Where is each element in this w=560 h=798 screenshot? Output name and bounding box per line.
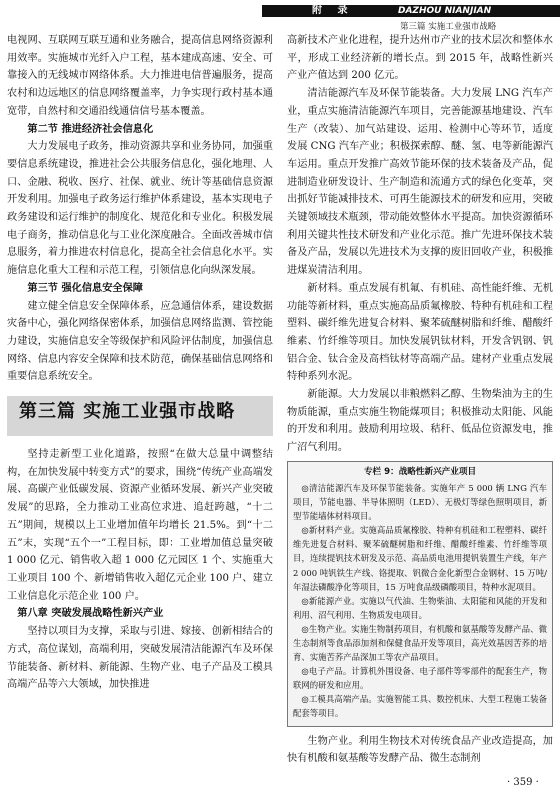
project-sidebar-box [287,461,553,727]
box-title: 专栏 9：战略性新兴产业项目 [363,466,477,477]
paragraph: 坚持以项目为支撑，采取与引进、嫁接、创新相结合的方式，高位谋划，高端利用，突破发展清洁能源汽车及环保节能装备、新材料、新能源、生物产业、电子产品及工模具高端产品等六大领域，加快推进 [7,626,273,691]
box-item: ◎工模具高端产品。实施智能工具、数控机床、大型工程施工装备配套等项目。 [293,694,547,719]
page-header [0,0,560,32]
left-column [7,32,273,694]
paragraph: 电视网、互联网互联互通和业务融合，提高信息网络资源利用效率。实施城市光纤入户工程，基本建成高速、安全、可靠接入的无线城市网络体系。大力推进电信普遍服务，提高农村和边远地区的信息网络覆盖率，力争实现行政村基本通宽带，自然村和交通沿线通信信号基本覆盖。 [7,35,273,117]
part-title: 第三篇 实施工业强市战略 [19,401,236,423]
page-number: · 359 · [507,777,539,788]
section-heading: 第三节 强化信息安全保障 [27,281,143,294]
paragraph: 生物产业。利用生物技术对传统食品产业改造提高，加快有机酸和氨基酸等发酵产品、微生态制剂 [287,735,553,765]
paragraph: 新材料。重点发展有机氟、有机硅、高性能纤维、无机功能等新材料，重点实施高品质氟橡胶、特种有机硅和工程塑料、碳纤维先进复合材料、聚苯硫醚树脂和纤维、醋酸纤维素、竹纤维等项目。加快发展钒钛材料，开发含钒钢、钒铝合金、钛合金及高档钛材等高端产品。建材产业重点发展特种系列水泥。 [287,282,553,383]
paragraph: 建立健全信息安全保障体系，应急通信体系，建设数据灾备中心，强化网络保密体系，加强信息网络监测、管控能力建设，实施信息安全等级保护和风险评估制度，加强信息网络、信息内容安全保障和技术防范，确保基础信息网络和重要信息系统安全。 [7,300,273,383]
paragraph: 清洁能源汽车及环保节能装备。大力发展 LNG 汽车产业，重点实施清洁能源汽车项目，完善能源基地建设、汽车生产（改装）、加气站建设、运用、检测中心等环节，适度发展 CNG 汽车产业；积极探索醇、醚、氢、电等新能源汽车运用。重点开发推广高效节能环保的技术装备及产品，促进制造业研发设计、生产制造和流通方式的绿色化变革，突出抓好节能减排技术、可再生能源技术的研发和应用，突破关键领域技术瓶颈，带动能效整体水平提高。加快资源循环利用关键共性技术研发和产业化示范。推广先进环保技术装备及产品，发展以先进技术为支撑的废旧回收产业，积极推进煤炭清洁利用。 [287,88,553,277]
header-section-label: 附 录 [312,5,354,16]
paragraph: 大力发展电子政务，推动资源共享和业务协同，加强重要信息系统建设，推进社会公共服务信息化，强化地理、人口、金融、税收、医疗、社保、就业、统计等基础信息资源开发利用。加强电子政务运行维护体系建设，基本实现电子政务建设和运行维护的制度化、规范化和专业化。积极发展电子商务，推动信息化与工业化深度融合。全面改善城市信息服务，着力推进农村信息化，提高全社会信息化水平。实施信息化重大工程和示范工程，引领信息化向纵深发展。 [7,141,273,277]
paragraph: 高新技术产业化进程，提升达州市产业的技术层次和整体水平，形成工业经济新的增长点。到 2015 年，战略性新兴产业产值达到 200 亿元。 [287,35,553,82]
chapter-heading: 第八章 突破发展战略性新兴产业 [17,608,164,620]
box-item: ◎生物产业。实施生物制药项目，有机酸和氨基酸等发酵产品、微生态制剂等食品添加剂和保健食品开发等项目，高光效基因苦荞的培育、实施苦荞产品深加工等农产品项目。 [293,623,547,663]
box-item: ◎新能源产业。实施以气代油、生物柴油、太阳能和风能的开发和利用、沼气利用、生物质发电项目。 [293,595,547,620]
header-part-label: 第三篇 实施工业强市战略 [400,22,497,32]
right-column [287,32,553,768]
part-title-banner [7,396,273,436]
box-item: ◎电子产品。计算机外围设备、电子部件等零部件的配套生产，物联网的研发和应用。 [293,666,547,691]
paragraph: 新能源。大力发展以非粮燃料乙醇、生物柴油为主的生物质能源，重点实施生物能煤项目；积极推动太阳能、风能的开发和利用。鼓励利用垃圾、秸秆、低品位资源发电，推广沼气利用。 [287,389,553,454]
box-item: ◎清洁能源汽车及环保节能装备。实施年产 5 000 辆 LNG 汽车项目，节能电器、半导体照明（LED）、无极灯等绿色照明项目，新型节能墙体材料项目。 [293,482,547,522]
paragraph: 坚持走新型工业化道路，按照“在做大总量中调整结构，在加快发展中转变方式”的要求，围绕“传统产业高端发展、高碳产业低碳发展、资源产业循环发展、新兴产业突破发展”的思路，全力推动工业高位求进、追赶跨越，“十二五”期间，规模以上工业增加值年均增长 21.5%。到“十二五”末，实现“五个一”工程目标，即：工业增加值总量突破 1 000 亿元、销售收入超 1 000 亿元园区 1 个、实施重大工业项目 100 个、新增销售收入超亿元企业 100 户、建立工业信息化示范企业 100 户。 [7,449,273,602]
header-yearbook-title: DAZHOU NIANJIAN [398,6,492,16]
box-item: ◎新材料产业。实施高品质氟橡胶、特种有机硅和工程塑料、碳纤维先进复合材料、聚苯硫醚树脂和纤维、醋酸纤维素、竹纤维等项目，连续提钒技术研发及示范、高品质电池用提钒装置生产线，年产 2 000 吨钒铁生产线、铬提取、钒微合金化新型合金钢材、15 万吨/年湿法磷酸净化等项目，15 万吨食品级磷酸项目，特种水泥项目。 [293,525,547,592]
section-heading: 第二节 推进经济社会信息化 [27,122,154,135]
